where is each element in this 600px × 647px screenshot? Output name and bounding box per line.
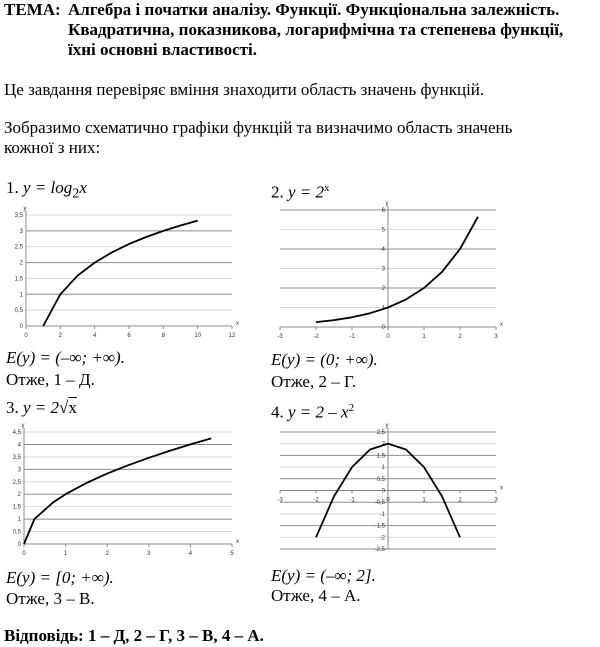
- x-tick-label: -3: [277, 497, 283, 504]
- formula-text: y = log: [23, 178, 73, 197]
- function-curve: [316, 217, 478, 322]
- y-tick-label: 4: [17, 442, 21, 449]
- x-axis-label: x: [236, 539, 239, 545]
- y-tick-label: 1: [381, 305, 385, 312]
- formula-text: y = 2 – x: [288, 402, 349, 422]
- range-2-text: E(y) = (0; +∞).: [271, 350, 378, 369]
- instruction-text: Зобразимо схематично графіки функцій та визначимо область значень кожної з них:: [4, 118, 513, 157]
- x-tick-label: -2: [313, 334, 319, 340]
- conclusion-4: Отже, 4 – А.: [271, 586, 361, 605]
- chart-2sqrtx: [0, 420, 250, 555]
- x-tick-label: 0: [24, 333, 28, 339]
- intro-text: Це завдання перевіряє вміння знаходити область значень функцій.: [4, 80, 485, 99]
- y-tick-label: 0: [17, 542, 21, 548]
- x-tick-label: 8: [161, 333, 166, 339]
- y-tick-label: 4,5: [12, 430, 21, 436]
- item-number: 4.: [271, 402, 284, 422]
- y-tick-label: 0,5: [376, 476, 385, 483]
- range-4-text: E(y) = (–∞; 2].: [271, 566, 376, 585]
- y-tick-label: 2,5: [12, 479, 21, 486]
- chart-svg: [270, 420, 515, 555]
- y-tick-label: 2: [381, 286, 385, 292]
- y-tick-label: 3: [17, 467, 21, 474]
- x-tick-label: 1: [422, 334, 426, 340]
- x-tick-label: 1: [422, 497, 426, 504]
- x-tick-label: 10: [194, 333, 202, 339]
- formula-superscript: x: [324, 182, 330, 194]
- y-tick-label: 6: [381, 208, 385, 214]
- x-tick-label: -1: [349, 334, 355, 340]
- range-1: [6, 348, 125, 368]
- function-4-title: [271, 398, 354, 423]
- x-tick-label: 3: [494, 334, 498, 340]
- formula-radicand: x: [68, 398, 77, 417]
- formula-variable: x: [79, 178, 87, 197]
- y-tick-label: 3,5: [12, 454, 21, 461]
- conclusion-1: Отже, 1 – Д.: [6, 370, 95, 389]
- y-tick-label: 3: [381, 266, 385, 273]
- y-tick-label: 0: [19, 324, 23, 330]
- y-tick-label: 4: [381, 247, 385, 253]
- range-3: [6, 568, 114, 588]
- y-tick-label: 5: [381, 227, 385, 234]
- x-tick-label: 0: [386, 334, 390, 340]
- item-number: 2.: [271, 182, 284, 202]
- x-tick-label: 5: [230, 551, 234, 557]
- x-tick-label: -1: [349, 497, 355, 504]
- y-tick-label: 2: [381, 441, 385, 448]
- y-axis-label: y: [385, 423, 389, 429]
- item-number: 1.: [6, 178, 19, 197]
- y-tick-label: 0,5: [14, 308, 23, 315]
- x-tick-label: 6: [127, 333, 131, 339]
- x-tick-label: 3: [494, 497, 498, 504]
- topic-text: Алгебра і початки аналізу. Функції. Функціональна залежність. Квадратична, показникова, логарифмічна та степенева функції, їхні основні властивості.: [68, 0, 564, 59]
- y-axis-label: y: [21, 423, 25, 429]
- x-tick-label: 4: [188, 551, 193, 557]
- y-tick-label: 2,5: [14, 244, 23, 251]
- function-1-title: [6, 178, 87, 203]
- x-tick-label: 2: [458, 334, 462, 340]
- chart-2x: [270, 200, 515, 345]
- x-tick-label: 1: [63, 551, 68, 557]
- y-tick-label: 0: [381, 325, 385, 331]
- chart-svg: [0, 420, 250, 557]
- x-tick-label: 2: [58, 333, 63, 339]
- y-tick-label: 0,5: [12, 529, 21, 536]
- topic-label: ТЕМА:: [4, 0, 61, 19]
- y-axis-label: y: [385, 201, 389, 207]
- function-curve: [24, 438, 211, 544]
- chart-svg: [0, 205, 250, 340]
- conclusion-3: Отже, 3 – В.: [6, 589, 95, 608]
- x-tick-label: 4: [92, 333, 97, 339]
- formula-superscript: 2: [348, 402, 355, 414]
- x-tick-label: 2: [105, 551, 109, 557]
- y-tick-label: -0,5: [374, 500, 385, 507]
- chart-svg: [270, 200, 515, 340]
- y-tick-label: 1,5: [376, 453, 385, 460]
- x-axis-label: x: [500, 322, 503, 328]
- x-tick-label: 12: [228, 333, 236, 339]
- x-tick-label: 3: [147, 551, 151, 557]
- x-tick-label: -3: [277, 334, 283, 340]
- x-axis-label: x: [236, 321, 239, 327]
- x-tick-label: 0: [22, 551, 26, 557]
- y-tick-label: -1: [379, 511, 385, 518]
- y-tick-label: -1,5: [374, 523, 385, 530]
- y-tick-label: 1,5: [14, 276, 23, 283]
- range-2: [271, 350, 378, 370]
- final-answer: Відповідь: 1 – Д, 2 – Г, 3 – В, 4 – А.: [4, 626, 264, 645]
- formula-text: y = 2: [288, 182, 325, 202]
- y-tick-label: 1: [19, 292, 23, 299]
- y-tick-label: 3: [19, 228, 23, 235]
- range-4: [271, 566, 376, 586]
- x-tick-label: 2: [458, 497, 462, 504]
- y-tick-label: -2,5: [374, 547, 385, 553]
- range-1-text: E(y) = (–∞; +∞).: [6, 348, 125, 367]
- x-tick-label: 0: [386, 497, 390, 504]
- range-3-text: E(y) = [0; +∞).: [6, 568, 114, 587]
- chart-log2x: [0, 205, 250, 345]
- function-2-title: [271, 178, 330, 203]
- y-tick-label: 2: [17, 492, 21, 499]
- x-axis-label: x: [500, 485, 503, 492]
- item-number: 3.: [6, 398, 19, 417]
- y-axis-label: y: [23, 206, 27, 212]
- y-tick-label: -2: [379, 535, 385, 542]
- conclusion-2: Отже, 2 – Г.: [271, 372, 357, 391]
- y-tick-label: 3,5: [14, 213, 23, 219]
- x-tick-label: -2: [313, 497, 319, 504]
- y-tick-label: 2: [19, 260, 23, 267]
- formula-subscript: 2: [72, 185, 80, 202]
- y-tick-label: 1: [381, 465, 385, 472]
- y-tick-label: 1: [17, 517, 21, 524]
- y-tick-label: 1,5: [12, 504, 21, 511]
- chart-2-minus-x2: [270, 420, 515, 560]
- y-tick-label: 0: [381, 488, 385, 495]
- function-3-title: [6, 398, 77, 418]
- formula-text: y = 2√: [23, 398, 69, 417]
- y-tick-label: 2,5: [376, 430, 385, 436]
